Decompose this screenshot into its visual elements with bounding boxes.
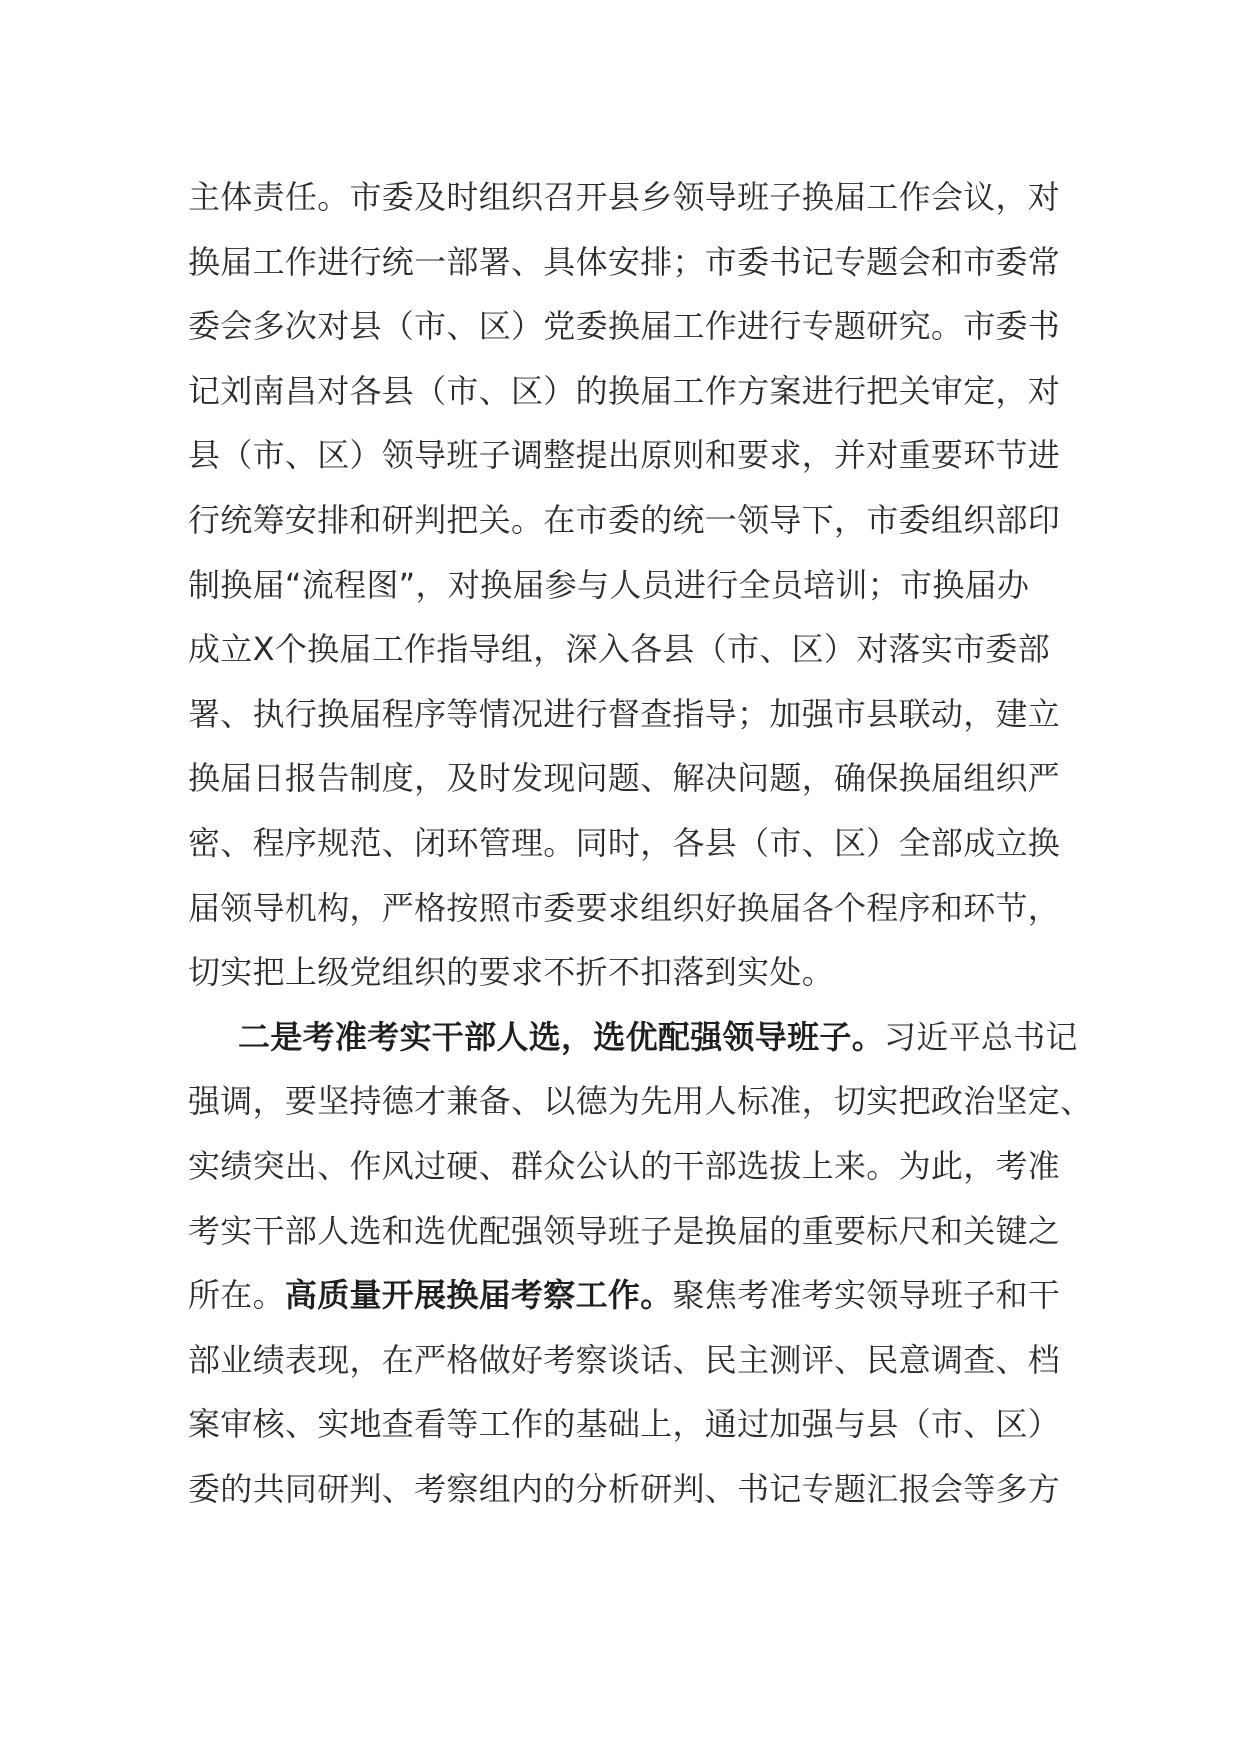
text-line: 制换届“流程图”，对换届参与人员进行全员培训；市换届办 <box>188 565 1030 604</box>
text-line: 委的共同研判、考察组内的分析研判、书记专题汇报会等多方 <box>188 1469 1061 1508</box>
text-run: 所在。 <box>188 1276 285 1315</box>
paragraph-heading-line <box>188 1005 1078 1070</box>
text-line: 记刘南昌对各县（市、区）的换届工作方案进行把关审定，对 <box>188 371 1061 410</box>
text-line: 县（市、区）领导班子调整提出原则和要求，并对重要环节进 <box>188 436 1061 475</box>
text-line: 成立X个换届工作指导组，深入各县（市、区）对落实市委部 <box>188 630 1051 669</box>
text-line: 行统筹安排和研判把关。在市委的统一领导下，市委组织部印 <box>188 500 1061 539</box>
text-line: 主体责任。市委及时组织召开县乡领导班子换届工作会议，对 <box>188 178 1061 216</box>
text-run: 习近平总书记 <box>884 1017 1078 1056</box>
text-line: 部业绩表现，在严格做好考察谈话、民主测评、民意调查、档 <box>188 1340 1061 1379</box>
section-heading: 二是考准考实干部人选，选优配强领导班子。 <box>238 1017 885 1056</box>
text-line <box>188 1263 1068 1328</box>
text-line: 案审核、实地查看等工作的基础上，通过加强与县（市、区） <box>188 1405 1061 1444</box>
text-line: 届领导机构，严格按照市委要求组织好换届各个程序和环节， <box>188 888 1061 927</box>
text-line: 委会多次对县（市、区）党委换届工作进行专题研究。市委书 <box>188 307 1061 346</box>
text-line: 换届工作进行统一部署、具体安排；市委书记专题会和市委常 <box>188 242 1061 281</box>
body-text <box>188 165 1093 1521</box>
text-line: 署、执行换届程序等情况进行督查指导；加强市县联动，建立 <box>188 694 1061 733</box>
text-line: 换届日报告制度，及时发现问题、解决问题，确保换届组织严 <box>188 759 1061 798</box>
subheading: 高质量开展换届考察工作。 <box>284 1276 673 1315</box>
text-run: 聚焦考准考实领导班子和干 <box>672 1276 1061 1315</box>
text-line: 密、程序规范、闭环管理。同时，各县（市、区）全部成立换 <box>188 823 1061 862</box>
text-line: 实绩突出、作风过硬、群众公认的干部选拔上来。为此，考准 <box>188 1146 1061 1185</box>
text-line: 切实把上级党组织的要求不折不扣落到实处。 <box>188 953 835 992</box>
text-line: 考实干部人选和选优配强领导班子是换届的重要标尺和关键之 <box>188 1211 1061 1250</box>
text-line: 强调，要坚持德才兼备、以德为先用人标准，切实把政治坚定、 <box>188 1082 1093 1121</box>
